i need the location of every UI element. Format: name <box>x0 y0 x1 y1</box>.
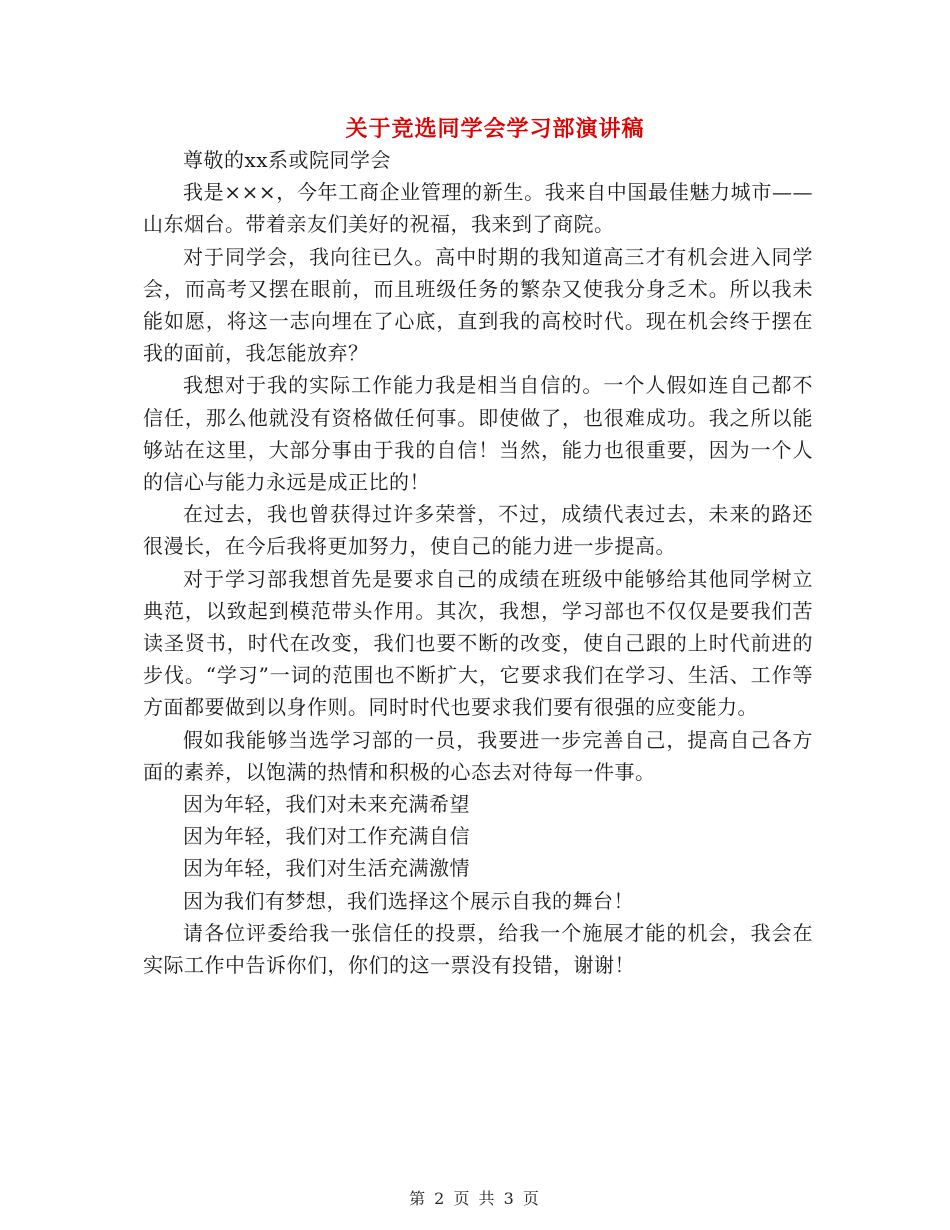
dream-stage-line: 因为我们有梦想，我们选择这个展示自我的舞台！ <box>183 888 634 913</box>
youth-hope-line: 因为年轻，我们对未来充满希望 <box>183 792 470 817</box>
page-number-footer: 第 2 页 共 3 页 <box>409 1189 541 1208</box>
salutation-paragraph: 尊敬的xx系或院同学会 <box>183 148 392 172</box>
introduction-paragraph: 我是×××，今年工商企业管理的新生。我来自中国最佳魅力城市——山东烟台。带着亲友们美好的祝福，我来到了商院。 <box>143 180 813 237</box>
youth-passion-line: 因为年轻，我们对生活充满激情 <box>183 856 470 881</box>
past-honors-paragraph: 在过去，我也曾获得过许多荣誉，不过，成绩代表过去，未来的路还很漫长，在今后我将更加努力，使自己的能力进一步提高。 <box>143 502 813 559</box>
youth-confidence-line: 因为年轻，我们对工作充满自信 <box>183 824 470 849</box>
commitment-paragraph: 假如我能够当选学习部的一员，我要进一步完善自己，提高自己各方面的素养，以饱满的热情和积极的心态去对待每一件事。 <box>143 727 813 784</box>
closing-paragraph: 请各位评委给我一张信任的投票，给我一个施展才能的机会，我会在实际工作中告诉你们，你们的这一票没有投错，谢谢！ <box>143 920 813 978</box>
document-title: 关于竞选同学会学习部演讲稿 <box>345 117 645 142</box>
study-department-paragraph: 对于学习部我想首先是要求自己的成绩在班级中能够给其他同学树立典范，以致起到模范带头作用。其次，我想，学习部也不仅仅是要我们苦读圣贤书，时代在改变，我们也要不断的改变，使自己跟的上时代前进的步伐。“学习”一词的范围也不断扩大，它要求我们在学习、生活、工作等方面都要做到以身作则。同时时代也要求我们要有很强的应变能力。 <box>143 566 813 720</box>
confidence-paragraph: 我想对于我的实际工作能力我是相当自信的。一个人假如连自己都不信任，那么他就没有资格做任何事。即使做了，也很难成功。我之所以能够站在这里，大部分事由于我的自信！当然，能力也很重要，因为一个人的信心与能力永远是成正比的！ <box>143 373 813 495</box>
document-body <box>143 144 813 981</box>
aspiration-paragraph: 对于同学会，我向往已久。高中时期的我知道高三才有机会进入同学会，而高考又摆在眼前，而且班级任务的繁杂又使我分身乏术。所以我未能如愿，将这一志向埋在了心底，直到我的高校时代。现在机会终于摆在我的面前，我怎能放弃？ <box>143 244 813 366</box>
